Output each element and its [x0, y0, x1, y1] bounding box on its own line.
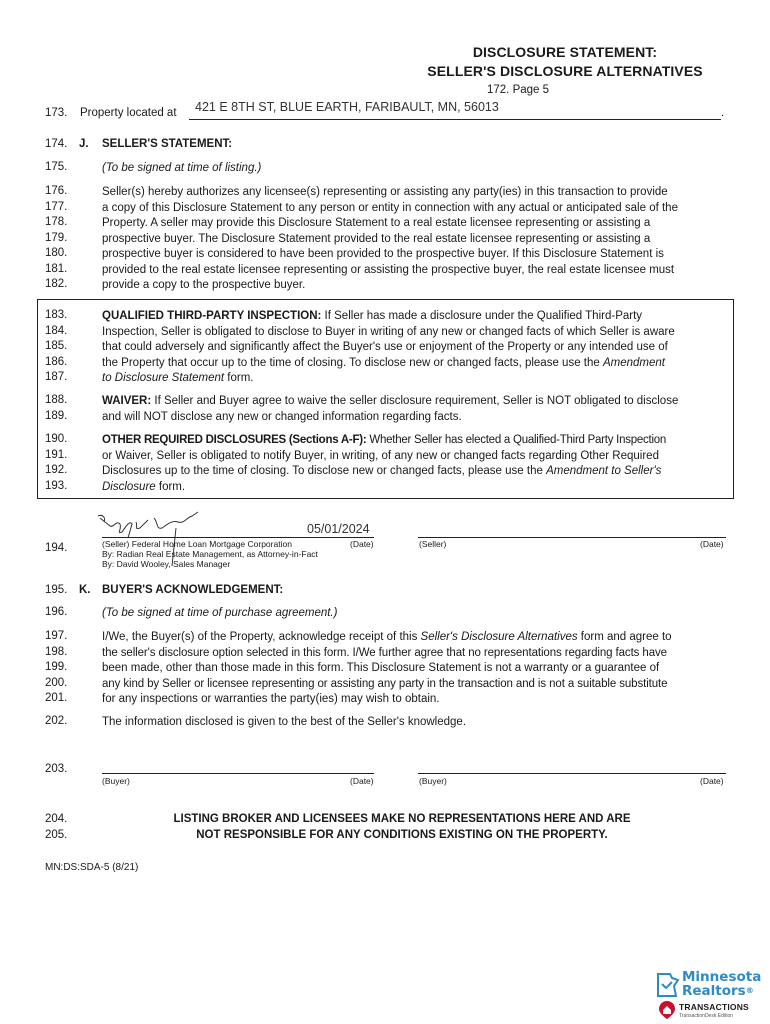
paragraph-line: or Waiver, Seller is obligated to notify Buyer, in writing, of any new or changed facts regarding Other Required — [102, 449, 659, 462]
line-number: 187. — [45, 371, 68, 383]
line-number: 180. — [45, 247, 68, 259]
paragraph-line: Property. A seller may provide this Disclosure Statement to a real estate licensee representing or assisting a — [102, 217, 651, 229]
form-code: MN:DS:SDA-5 (8/21) — [45, 862, 139, 873]
line-number: 201. — [45, 692, 68, 704]
paragraph-text: form. — [155, 480, 186, 493]
paragraph-text: the Property that occur up to the time of closing. To disclose new or changed facts, please use the — [102, 356, 603, 369]
line-number: 175. — [45, 161, 68, 173]
line-number: 176. — [45, 185, 68, 197]
buyer2-caption: (Buyer) — [419, 776, 447, 786]
section-j-heading: SELLER'S STATEMENT: — [102, 138, 233, 150]
paragraph-text: If Seller has made a disclosure under the Qualified Third-Party — [321, 310, 643, 322]
line-number: 184. — [45, 324, 68, 337]
section-j-note: (To be signed at time of listing.) — [102, 162, 262, 174]
line-number: 182. — [45, 278, 68, 290]
paragraph-text: I/We, the Buyer(s) of the Property, acknowledge receipt of this — [102, 631, 421, 643]
section-letter-j: J. — [79, 138, 89, 150]
property-end-period: . — [721, 107, 725, 119]
logo-product-name: TRANSACTIONS — [679, 1002, 749, 1012]
paragraph-line: prospective buyer is considered to have been provided to the prospective buyer. If this Disclosure Statement is — [102, 248, 664, 260]
broker-notice-line1: LISTING BROKER AND LICENSEES MAKE NO REPRESENTATIONS HERE AND ARE — [173, 813, 631, 825]
line-number: 193. — [45, 479, 68, 492]
logo-brand-line2: Realtors — [682, 983, 746, 999]
line-number: 195. — [45, 584, 68, 596]
buyer2-signature-line — [418, 773, 726, 774]
broker-notice-line2: NOT RESPONSIBLE FOR ANY CONDITIONS EXISTING ON THE PROPERTY. — [196, 829, 608, 841]
disclosure-form-name: Disclosure — [102, 480, 156, 493]
line-number: 198. — [45, 645, 68, 658]
line-number: 205. — [45, 829, 68, 841]
paragraph-text: form. — [224, 372, 254, 384]
line-number: 181. — [45, 262, 68, 275]
section-k-heading: BUYER'S ACKNOWLEDGEMENT: — [102, 584, 284, 596]
section-letter-k: K. — [79, 584, 91, 596]
paragraph-line: Inspection, Seller is obligated to disclose to Buyer in writing of any new or changed facts of which Seller is aware — [102, 325, 675, 338]
paragraph-text: form and agree to — [577, 631, 672, 643]
line-number: 196. — [45, 606, 68, 618]
paragraph-line: the seller's disclosure option selected in this form. I/We further agree that no representations regarding facts have — [102, 646, 667, 659]
other-disclosures-heading: OTHER REQUIRED DISCLOSURES (Sections A-F): — [102, 434, 367, 446]
buyer1-date-caption: (Date) — [350, 776, 374, 786]
seller1-signer-line: By: David Wooley, Sales Manager — [102, 559, 231, 569]
seller1-signature-line — [102, 537, 374, 538]
paragraph-line: prospective buyer. The Disclosure Statement provided to the real estate licensee representing or assisting a — [102, 232, 651, 245]
line-number: 200. — [45, 676, 68, 689]
document-title-line1: DISCLOSURE STATEMENT: — [472, 44, 658, 60]
paragraph-line: a copy of this Disclosure Statement to any person or entity in connection with any actual or anticipated sale of the — [102, 201, 678, 214]
line-number: 179. — [45, 231, 68, 244]
line-number: 183. — [45, 309, 68, 321]
property-address-line — [189, 119, 721, 120]
paragraph-line: Seller(s) hereby authorizes any licensee(s) representing or assisting any party(ies) in this transaction to provide — [102, 186, 668, 198]
seller1-date-caption: (Date) — [350, 539, 374, 549]
line-number: 202. — [45, 715, 68, 727]
paragraph-line: and will NOT disclose any new or changed information regarding facts. — [102, 410, 462, 423]
line-number: 204. — [45, 813, 68, 825]
paragraph-text: Disclosures up to the time of closing. To disclose new or changed facts, please use the — [102, 465, 547, 477]
paragraph-line: any kind by Seller or licensee representing or assisting any party in the transaction and is not a suitable substitute — [102, 677, 668, 690]
page-number: 172. Page 5 — [487, 84, 550, 96]
qualified-heading: QUALIFIED THIRD-PARTY INSPECTION: — [102, 310, 322, 322]
paragraph-line: for any inspections or warranties the party(ies) may wish to obtain. — [102, 693, 440, 705]
paragraph-text: If Seller and Buyer agree to waive the seller disclosure requirement, Seller is NOT obligated to disclose — [151, 395, 679, 407]
logo-brand-line1: Minnesota — [682, 969, 762, 985]
property-address-value: 421 E 8TH ST, BLUE EARTH, FARIBAULT, MN, 56013 — [195, 100, 499, 114]
line-number: 192. — [45, 464, 68, 476]
buyer1-signature-line — [102, 773, 374, 774]
document-title-line2: SELLER'S DISCLOSURE ALTERNATIVES — [427, 63, 703, 79]
line-number: 173. — [45, 107, 68, 119]
paragraph-line: provide a copy to the prospective buyer. — [102, 279, 306, 291]
line-number: 178. — [45, 216, 68, 228]
seller1-caption: (Seller) Federal Home Loan Mortgage Corporation — [102, 539, 292, 549]
section-k-note: (To be signed at time of purchase agreement.) — [102, 607, 338, 619]
seller2-caption: (Seller) — [419, 539, 447, 549]
property-label: Property located at — [80, 107, 177, 119]
paragraph-text: Whether Seller has elected a Qualified-Third Party Inspection — [366, 434, 667, 446]
logo-tagline: TransactionDesk Edition — [679, 1013, 734, 1019]
amendment-form-name: to Disclosure Statement — [102, 372, 225, 384]
line-number: 199. — [45, 661, 68, 673]
minnesota-realtors-logo — [656, 970, 764, 1020]
line-number: 186. — [45, 355, 68, 368]
paragraph-line: provided to the real estate licensee representing or assisting the prospective buyer, the real estate licensee must — [102, 263, 675, 276]
line-number: 174. — [45, 138, 68, 150]
amendment-form-name: Amendment — [602, 356, 665, 369]
knowledge-statement: The information disclosed is given to the best of the Seller's knowledge. — [102, 716, 467, 728]
seller2-date-caption: (Date) — [700, 539, 724, 549]
minnesota-state-icon — [656, 972, 680, 998]
seller2-signature-line — [418, 537, 726, 538]
line-number: 203. — [45, 763, 68, 775]
line-number: 189. — [45, 409, 68, 422]
buyer2-date-caption: (Date) — [700, 776, 724, 786]
line-number: 185. — [45, 340, 68, 352]
line-number: 194. — [45, 542, 68, 554]
line-number: 177. — [45, 200, 68, 213]
transactions-house-icon — [658, 1000, 676, 1020]
line-number: 188. — [45, 394, 68, 406]
line-number: 190. — [45, 433, 68, 445]
paragraph-line: that could adversely and significantly affect the Buyer's use or enjoyment of the Property or any intended use of — [102, 341, 668, 353]
amendment-form-name: Amendment to Seller's — [546, 465, 662, 477]
form-name: Seller's Disclosure Alternatives — [420, 631, 578, 643]
buyer1-caption: (Buyer) — [102, 776, 130, 786]
seller-date-value: 05/01/2024 — [307, 522, 370, 536]
line-number: 191. — [45, 448, 68, 461]
waiver-heading: WAIVER: — [102, 395, 152, 407]
paragraph-line: been made, other than those made in this form. This Disclosure Statement is not a warranty or a guarantee of — [102, 662, 660, 674]
registered-mark: ® — [745, 986, 754, 995]
seller1-attorney-line: By: Radian Real Estate Management, as Attorney-in-Fact — [102, 549, 318, 559]
line-number: 197. — [45, 630, 68, 642]
